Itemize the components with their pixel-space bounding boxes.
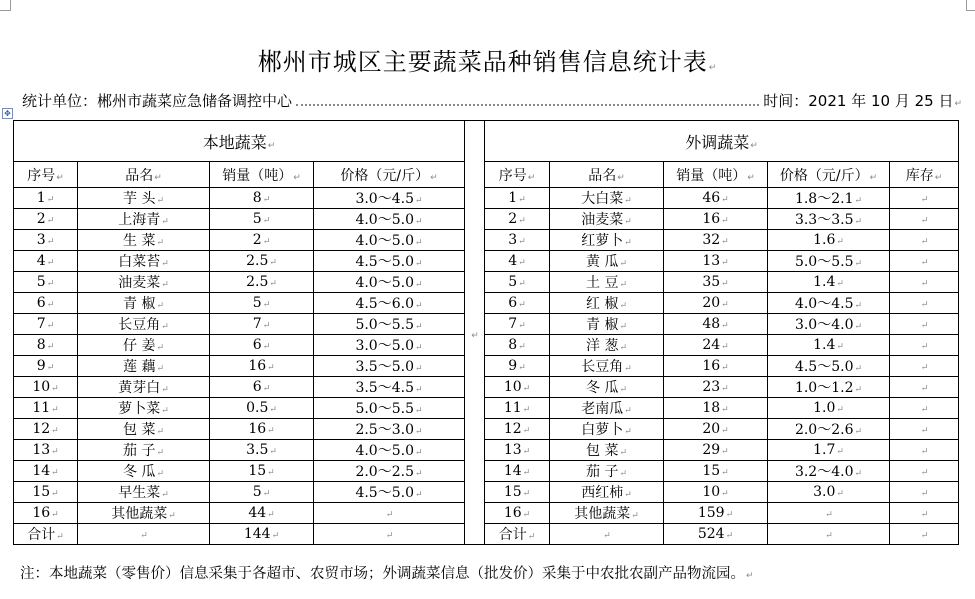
- local-cell-volume: 144 ↵: [210, 524, 314, 545]
- imported-cell-name: 西红柿 ↵: [550, 482, 664, 503]
- imported-cell-name: 青 椒 ↵: [550, 314, 664, 335]
- local-cell-name: 其他蔬菜 ↵: [78, 503, 210, 524]
- local-cell-price: 4.0～5.0 ↵: [314, 209, 465, 230]
- imported-cell-index: 16 ↵: [485, 503, 550, 524]
- imported-cell-stock: [890, 524, 959, 545]
- imported-cell-index: 15 ↵: [485, 482, 550, 503]
- imported-cell-name: 其他蔬菜 ↵: [550, 503, 664, 524]
- imported-cell-index: 12 ↵: [485, 419, 550, 440]
- local-cell-price: 4.5～5.0 ↵: [314, 482, 465, 503]
- page-corner-mark: [966, 0, 975, 11]
- local-cell-price: [314, 503, 465, 524]
- column-header-row: [14, 162, 959, 188]
- col-header-volume: 销量（吨） ↵: [664, 162, 768, 188]
- local-cell-price: 4.0～5.0 ↵: [314, 440, 465, 461]
- imported-cell-volume: 20 ↵: [664, 419, 768, 440]
- imported-cell-name: 冬 瓜 ↵: [550, 377, 664, 398]
- local-cell-price: 5.0～5.5 ↵: [314, 314, 465, 335]
- section-header-row: [14, 121, 959, 162]
- local-cell-name: [78, 524, 210, 545]
- meta-line: [22, 90, 962, 111]
- imported-cell-name: 黄 瓜 ↵: [550, 251, 664, 272]
- imported-cell-volume: 23 ↵: [664, 377, 768, 398]
- imported-cell-name: 大白菜 ↵: [550, 188, 664, 209]
- imported-cell-price: 3.3～3.5 ↵: [768, 209, 890, 230]
- table-row: [14, 440, 959, 461]
- table-row: [14, 482, 959, 503]
- imported-cell-index: 2 ↵: [485, 209, 550, 230]
- document-title: 郴州市城区主要蔬菜品种销售信息统计表 ↵: [0, 42, 975, 77]
- imported-cell-volume: 524 ↵: [664, 524, 768, 545]
- imported-cell-price: 1.6 ↵: [768, 230, 890, 251]
- imported-cell-price: 1.0 ↵: [768, 398, 890, 419]
- imported-cell-price: 2.0～2.6 ↵: [768, 419, 890, 440]
- table-row: [14, 293, 959, 314]
- imported-cell-index: 8 ↵: [485, 335, 550, 356]
- local-cell-price: 4.5～5.0 ↵: [314, 251, 465, 272]
- table-row: [14, 461, 959, 482]
- imported-cell-index: 4 ↵: [485, 251, 550, 272]
- local-cell-name: 芋 头 ↵: [78, 188, 210, 209]
- col-header-price: 价格（元/斤） ↵: [314, 162, 465, 188]
- imported-cell-volume: 29 ↵: [664, 440, 768, 461]
- imported-cell-price: 1.4 ↵: [768, 272, 890, 293]
- imported-cell-name: 洋 葱 ↵: [550, 335, 664, 356]
- imported-cell-stock: [890, 251, 959, 272]
- imported-cell-volume: 13 ↵: [664, 251, 768, 272]
- local-cell-index: 6 ↵: [14, 293, 78, 314]
- local-cell-price: 4.0～5.0 ↵: [314, 230, 465, 251]
- vegetable-sales-table: [13, 120, 959, 545]
- imported-cell-stock: [890, 440, 959, 461]
- local-cell-name: 长豆角 ↵: [78, 314, 210, 335]
- imported-cell-stock: [890, 209, 959, 230]
- local-cell-volume: 8 ↵: [210, 188, 314, 209]
- local-cell-name: 白菜苔 ↵: [78, 251, 210, 272]
- imported-cell-index: 13 ↵: [485, 440, 550, 461]
- imported-cell-stock: [890, 356, 959, 377]
- table-row: [14, 377, 959, 398]
- table-row: [14, 503, 959, 524]
- local-cell-price: 3.5～5.0 ↵: [314, 356, 465, 377]
- local-cell-index: 10 ↵: [14, 377, 78, 398]
- imported-cell-volume: 32 ↵: [664, 230, 768, 251]
- table-row: [14, 188, 959, 209]
- local-cell-name: 莲 藕 ↵: [78, 356, 210, 377]
- imported-cell-index: 11 ↵: [485, 398, 550, 419]
- col-header-name: 品名 ↵: [78, 162, 210, 188]
- imported-cell-index: 7 ↵: [485, 314, 550, 335]
- local-cell-index: 3 ↵: [14, 230, 78, 251]
- table-row: [14, 335, 959, 356]
- col-header-name: 品名 ↵: [550, 162, 664, 188]
- dot-leader: [296, 90, 759, 106]
- date-label: 时间：2021 年 10 月 25 日 ↵: [763, 90, 962, 111]
- imported-cell-volume: 10 ↵: [664, 482, 768, 503]
- local-cell-index: 7 ↵: [14, 314, 78, 335]
- imported-cell-price: 5.0～5.5 ↵: [768, 251, 890, 272]
- imported-cell-index: 14 ↵: [485, 461, 550, 482]
- imported-cell-index: 1 ↵: [485, 188, 550, 209]
- local-cell-price: 2.0～2.5 ↵: [314, 461, 465, 482]
- imported-cell-index: 10 ↵: [485, 377, 550, 398]
- local-cell-index: 4 ↵: [14, 251, 78, 272]
- imported-cell-name: [550, 524, 664, 545]
- imported-cell-index: 9 ↵: [485, 356, 550, 377]
- local-cell-index: 合计 ↵: [14, 524, 78, 545]
- imported-cell-name: 油麦菜 ↵: [550, 209, 664, 230]
- table-row: [14, 251, 959, 272]
- local-cell-name: 黄芽白 ↵: [78, 377, 210, 398]
- local-cell-index: 8 ↵: [14, 335, 78, 356]
- local-cell-price: 3.0～5.0 ↵: [314, 335, 465, 356]
- local-cell-index: 5 ↵: [14, 272, 78, 293]
- local-cell-volume: 5 ↵: [210, 482, 314, 503]
- local-section-title: 本地蔬菜 ↵: [14, 121, 465, 162]
- col-header-price: 价格（元/斤） ↵: [768, 162, 890, 188]
- local-cell-index: 2 ↵: [14, 209, 78, 230]
- table-row: [14, 419, 959, 440]
- local-cell-index: 9 ↵: [14, 356, 78, 377]
- local-cell-name: 冬 瓜 ↵: [78, 461, 210, 482]
- local-cell-price: 3.5～4.5 ↵: [314, 377, 465, 398]
- imported-cell-name: 土 豆 ↵: [550, 272, 664, 293]
- local-cell-volume: 15 ↵: [210, 461, 314, 482]
- imported-cell-stock: [890, 482, 959, 503]
- imported-cell-name: 包 菜 ↵: [550, 440, 664, 461]
- local-cell-name: 油麦菜 ↵: [78, 272, 210, 293]
- imported-cell-stock: [890, 293, 959, 314]
- imported-cell-price: 4.0～4.5 ↵: [768, 293, 890, 314]
- table-row: [14, 230, 959, 251]
- local-cell-price: 4.5～6.0 ↵: [314, 293, 465, 314]
- local-cell-index: 11 ↵: [14, 398, 78, 419]
- imported-cell-volume: 18 ↵: [664, 398, 768, 419]
- local-cell-volume: 2.5 ↵: [210, 251, 314, 272]
- imported-section-title: 外调蔬菜 ↵: [485, 121, 959, 162]
- imported-cell-name: 红萝卜 ↵: [550, 230, 664, 251]
- local-cell-name: 萝卜菜 ↵: [78, 398, 210, 419]
- local-cell-index: 13 ↵: [14, 440, 78, 461]
- imported-cell-volume: 24 ↵: [664, 335, 768, 356]
- imported-cell-price: 1.4 ↵: [768, 335, 890, 356]
- local-cell-index: 12 ↵: [14, 419, 78, 440]
- imported-cell-volume: 46 ↵: [664, 188, 768, 209]
- imported-cell-volume: 35 ↵: [664, 272, 768, 293]
- local-cell-volume: 6 ↵: [210, 377, 314, 398]
- imported-cell-volume: 16 ↵: [664, 209, 768, 230]
- imported-cell-name: 长豆角 ↵: [550, 356, 664, 377]
- imported-cell-index: 5 ↵: [485, 272, 550, 293]
- imported-cell-stock: [890, 314, 959, 335]
- imported-cell-stock: [890, 272, 959, 293]
- local-cell-volume: 16 ↵: [210, 356, 314, 377]
- local-cell-name: 青 椒 ↵: [78, 293, 210, 314]
- imported-cell-volume: 15 ↵: [664, 461, 768, 482]
- local-cell-name: 上海青 ↵: [78, 209, 210, 230]
- imported-cell-name: 茄 子 ↵: [550, 461, 664, 482]
- imported-cell-price: 4.5～5.0 ↵: [768, 356, 890, 377]
- imported-cell-name: 老南瓜 ↵: [550, 398, 664, 419]
- local-cell-index: 1 ↵: [14, 188, 78, 209]
- imported-cell-stock: [890, 335, 959, 356]
- imported-cell-price: 3.0～4.0 ↵: [768, 314, 890, 335]
- imported-cell-stock: [890, 188, 959, 209]
- imported-cell-price: 1.0～1.2 ↵: [768, 377, 890, 398]
- total-row: [14, 524, 959, 545]
- table-row: [14, 356, 959, 377]
- local-cell-volume: 5 ↵: [210, 209, 314, 230]
- col-header-volume: 销量（吨） ↵: [210, 162, 314, 188]
- local-cell-index: 15 ↵: [14, 482, 78, 503]
- imported-cell-name: 白萝卜 ↵: [550, 419, 664, 440]
- local-cell-volume: 16 ↵: [210, 419, 314, 440]
- imported-cell-price: [768, 503, 890, 524]
- imported-cell-volume: 20 ↵: [664, 293, 768, 314]
- imported-cell-stock: [890, 503, 959, 524]
- col-header-stock: 库存 ↵: [890, 162, 959, 188]
- gap-column: [465, 121, 485, 545]
- local-cell-volume: 7 ↵: [210, 314, 314, 335]
- local-cell-volume: 6 ↵: [210, 335, 314, 356]
- imported-cell-stock: [890, 377, 959, 398]
- local-cell-volume: 5 ↵: [210, 293, 314, 314]
- local-cell-volume: 0.5 ↵: [210, 398, 314, 419]
- local-cell-name: 茄 子 ↵: [78, 440, 210, 461]
- imported-cell-price: 1.7 ↵: [768, 440, 890, 461]
- imported-cell-name: 红 椒 ↵: [550, 293, 664, 314]
- local-cell-name: 仔 姜 ↵: [78, 335, 210, 356]
- table-row: [14, 272, 959, 293]
- table-move-handle-icon[interactable]: ✥: [2, 108, 13, 119]
- col-header-index: 序号 ↵: [14, 162, 78, 188]
- local-cell-index: 16 ↵: [14, 503, 78, 524]
- imported-cell-price: 3.2～4.0 ↵: [768, 461, 890, 482]
- local-cell-price: 4.0～5.0 ↵: [314, 272, 465, 293]
- imported-cell-price: 1.8～2.1 ↵: [768, 188, 890, 209]
- local-cell-name: 早生菜 ↵: [78, 482, 210, 503]
- local-cell-price: [314, 524, 465, 545]
- local-cell-volume: 2 ↵: [210, 230, 314, 251]
- imported-cell-index: 3 ↵: [485, 230, 550, 251]
- imported-cell-volume: 48 ↵: [664, 314, 768, 335]
- local-cell-price: 2.5～3.0 ↵: [314, 419, 465, 440]
- local-cell-volume: 44 ↵: [210, 503, 314, 524]
- imported-cell-stock: [890, 419, 959, 440]
- local-cell-name: 包 菜 ↵: [78, 419, 210, 440]
- imported-cell-index: 合计 ↵: [485, 524, 550, 545]
- local-cell-price: 5.0～5.5 ↵: [314, 398, 465, 419]
- local-cell-volume: 3.5 ↵: [210, 440, 314, 461]
- imported-cell-stock: [890, 230, 959, 251]
- imported-cell-stock: [890, 398, 959, 419]
- local-cell-price: 3.0～4.5 ↵: [314, 188, 465, 209]
- imported-cell-price: 3.0 ↵: [768, 482, 890, 503]
- page-corner-mark: [0, 0, 11, 11]
- imported-cell-stock: [890, 461, 959, 482]
- imported-cell-volume: 159 ↵: [664, 503, 768, 524]
- local-cell-index: 14 ↵: [14, 461, 78, 482]
- col-header-index: 序号 ↵: [485, 162, 550, 188]
- imported-cell-index: 6 ↵: [485, 293, 550, 314]
- table-row: [14, 209, 959, 230]
- table-row: [14, 398, 959, 419]
- table-row: [14, 314, 959, 335]
- imported-cell-price: [768, 524, 890, 545]
- local-cell-volume: 2.5 ↵: [210, 272, 314, 293]
- footnote: 注：本地蔬菜（零售价）信息采集于各超市、农贸市场；外调蔬菜信息（批发价）采集于中农批农副产品物流园。 ↵: [20, 562, 754, 583]
- unit-label: 统计单位：郴州市蔬菜应急储备调控中心: [22, 92, 293, 110]
- local-cell-name: 生 菜 ↵: [78, 230, 210, 251]
- imported-cell-volume: 16 ↵: [664, 356, 768, 377]
